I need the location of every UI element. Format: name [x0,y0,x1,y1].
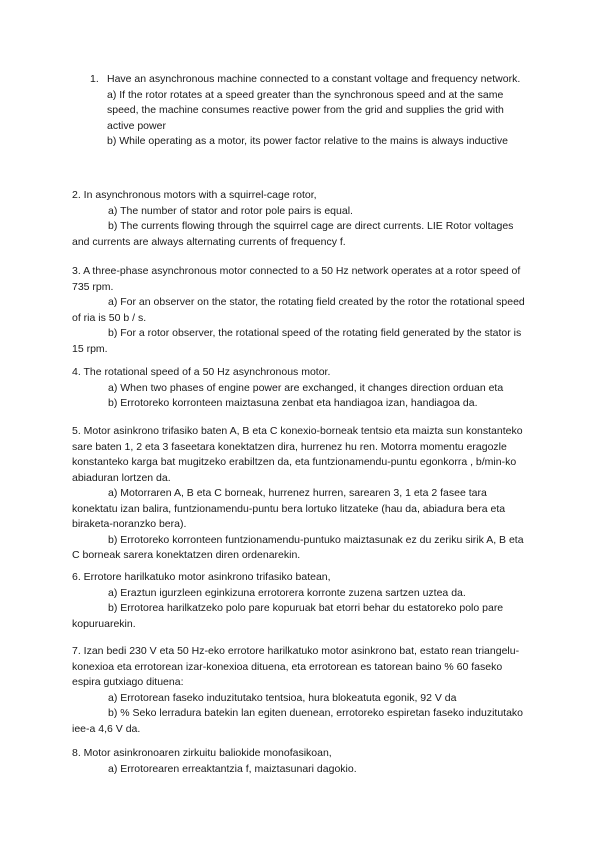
question-7 [72,644,532,737]
question-3-stem: 3. A three-phase asynchronous motor connected to a 50 Hz network operates at a rotor speed of 735 rpm. [72,265,521,293]
question-2-option-b: b) The currents flowing through the squirrel cage are direct currents. LIE Rotor voltages and currents are always alternating currents of frequency f. [72,220,514,248]
question-4-stem: 4. The rotational speed of a 50 Hz asynchronous motor. [72,366,331,378]
question-2 [72,188,532,250]
question-2-option-a: a) The number of stator and rotor pole pairs is equal. [108,204,353,217]
question-5-option-a: a) Motorraren A, B eta C borneak, hurrenez hurren, sarearen 3, 1 eta 2 fasee tara konektatu izan balira, funtzionamendu-puntu bera lortuko litzateke (hau da, abiadura bera eta biraketa-noranzko bera). [72,487,506,530]
question-5-stem: 5. Motor asinkrono trifasiko baten A, B eta C konexio-borneak tentsio eta maizta sun konstanteko sare baten 1, 2 eta 3 faseetara konektatzen dira, hurrenez hu ren. Motorra momentu eragozle konstanteko karga bat mugitzeko erabiltzen da, eta funtzionamendu-puntu egonkorra , b/min-ko abiaduran lortzen da. [72,425,523,484]
question-1-option-a: a) If the rotor rotates at a speed greater than the synchronous speed and at the same speed, the machine consumes reactive power from the grid and supplies the grid with active power [107,88,504,132]
question-2-stem: 2. In asynchronous motors with a squirrel-cage rotor, [72,189,317,201]
question-4-option-b: b) Errotoreko korronteen maiztasuna zenbat eta handiagoa izan, handiagoa da. [108,397,478,409]
question-4-option-a: a) When two phases of engine power are exchanged, it changes direction orduan eta [108,381,504,394]
question-1-number: 1. [90,73,99,85]
question-3 [72,264,532,357]
question-3-option-b: b) For a rotor observer, the rotational speed of the rotating field generated by the stator is 15 rpm. [72,327,522,355]
question-6 [72,570,532,632]
question-7-stem: 7. Izan bedi 230 V eta 50 Hz-eko errotore harilkatuko motor asinkrono bat, estato rean triangelu-konexioa eta errotorean izar-konexioa dituena, eta errotorean es tatorean baino % 60 faseko espira gutxiago dituena: [72,645,520,688]
question-7-option-b: b) % Seko lerradura batekin lan egiten duenean, errotoreko espiretan faseko induzitutako iee-a 4,6 V da. [72,707,524,735]
question-1-option-b: b) While operating as a motor, its power factor relative to the mains is always inductive [107,135,508,147]
question-8 [72,746,532,777]
question-8-option-a: a) Errotorearen erreaktantzia f, maiztasunari dagokio. [108,762,357,775]
question-8-stem: 8. Motor asinkronoaren zirkuitu baliokide monofasikoan, [72,747,332,759]
question-3-option-a: a) For an observer on the stator, the rotating field created by the rotor the rotational speed of ria is 50 b / s. [72,296,525,324]
question-6-option-a: a) Eraztun igurzleen eginkizuna errotorera korronte zuzena sartzen uztea da. [108,586,466,599]
question-7-option-a: a) Errotorean faseko induzitutako tentsioa, hura blokeatuta egonik, 92 V da [108,691,457,704]
question-1-stem: Have an asynchronous machine connected to a constant voltage and frequency network. [107,73,521,85]
question-5 [72,424,532,564]
question-4 [72,365,532,412]
question-5-option-b: b) Errotoreko korronteen funtzionamendu-puntuko maiztasunak ez du zeriku sirik A, B eta C borneak sarera konektatzen diren ordenarekin. [72,533,524,561]
question-1 [90,72,530,150]
question-6-stem: 6. Errotore harilkatuko motor asinkrono trifasiko batean, [72,571,331,583]
question-6-option-b: b) Errotorea harilkatzeko polo pare kopuruak bat etorri behar du estatoreko polo pare kopuruarekin. [72,602,504,630]
